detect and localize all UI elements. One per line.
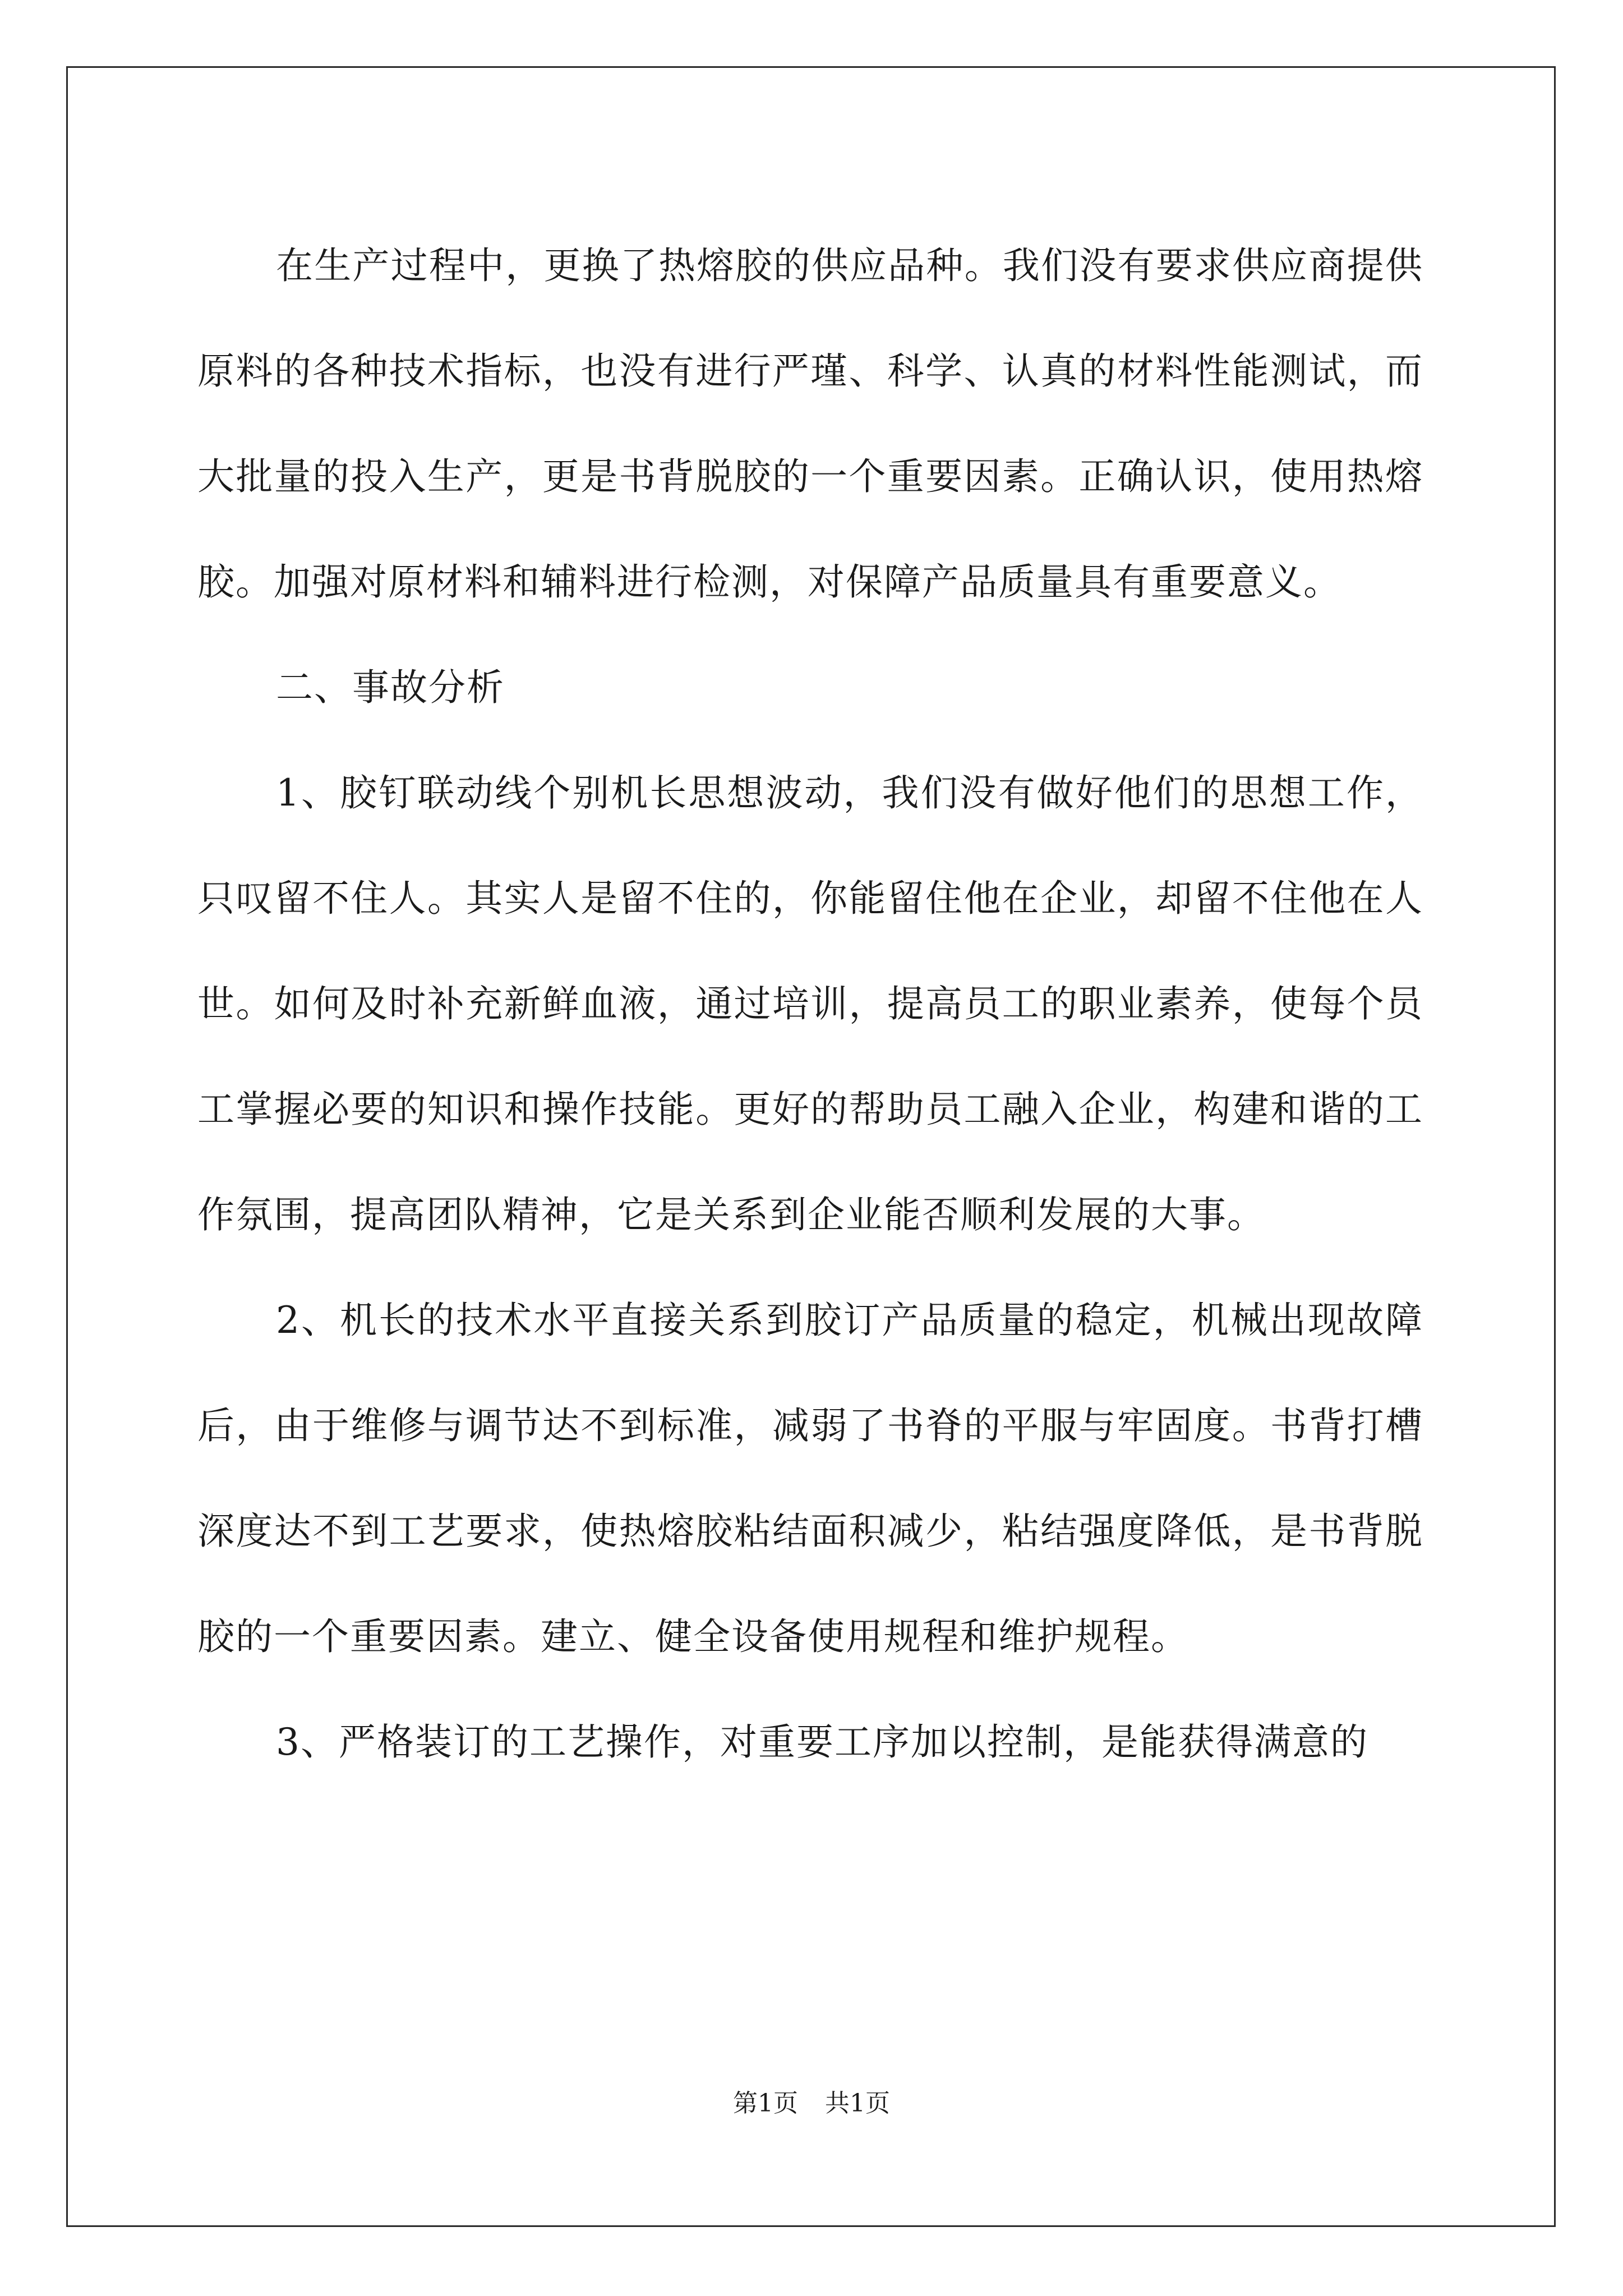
paragraph-item-3: 3、严格装订的工艺操作，对重要工序加以控制，是能获得满意的	[276, 1720, 1368, 1764]
page-number-current: 第1页	[733, 2089, 798, 2118]
paragraph-item-1: 1、胶钉联动线个别机长思想波动，我们没有做好他们的思想工作，只叹留不住人。其实人是留不住的，你能留住他在企业，却留不住他在人世。如何及时补充新鲜血液，通过培训，提高员工的职业素养，使每个员工掌握必要的知识和操作技能。更好的帮助员工融入企业，构建和谐的工作氛围，提高团队精神，它是关系到企业能否顺利发展的大事。	[197, 771, 1423, 1236]
page-number-total: 共1页	[825, 2089, 890, 2118]
page-footer	[0, 2087, 1623, 2120]
paragraph-material: 在生产过程中，更换了热熔胶的供应品种。我们没有要求供应商提供原料的各种技术指标，也没有进行严瑾、科学、认真的材料性能测试，而大批量的投入生产，更是书背脱胶的一个重要因素。正确认识，使用热熔胶。加强对原材料和辅料进行检测，对保障产品质量具有重要意义。	[197, 244, 1423, 604]
paragraph-item-2: 2、机长的技术水平直接关系到胶订产品质量的稳定，机械出现故障后，由于维修与调节达不到标准，减弱了书脊的平服与牢固度。书背打槽深度达不到工艺要求，使热熔胶粘结面积减少，粘结强度降低，是书背脱胶的一个重要因素。建立、健全设备使用规程和维护规程。	[197, 1299, 1423, 1658]
document-body	[197, 213, 1423, 1795]
section-heading-accident-analysis: 二、事故分析	[276, 666, 505, 709]
